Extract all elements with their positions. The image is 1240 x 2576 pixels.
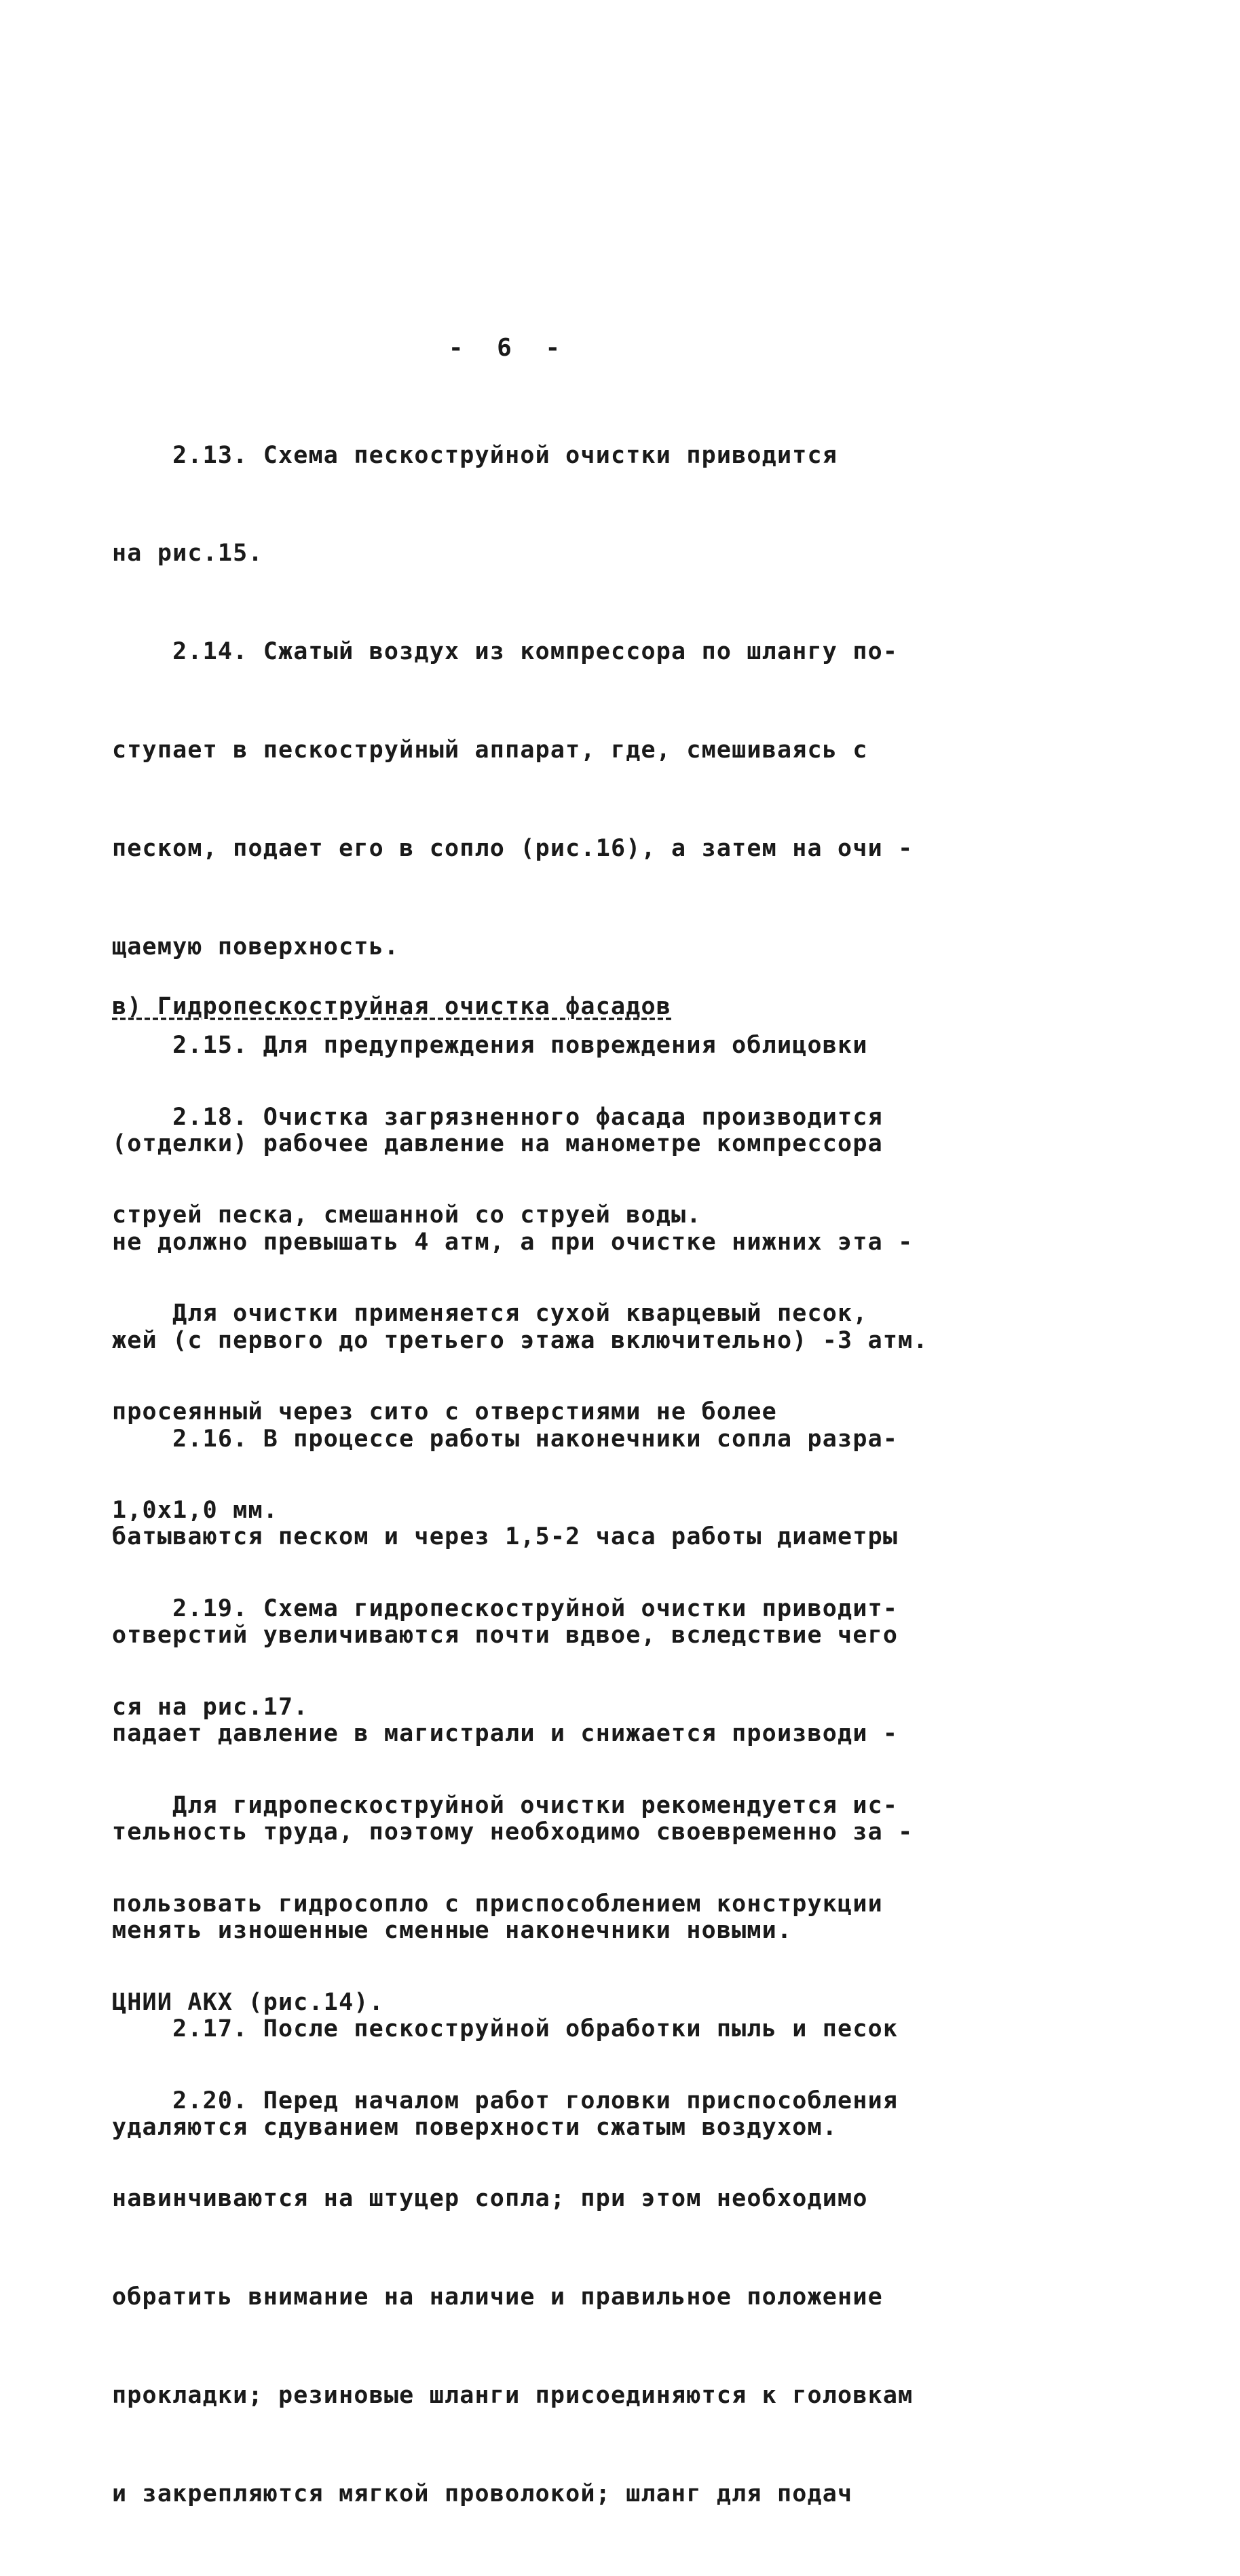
text-line: ступает в пескоструйный аппарат, где, смешиваясь с (112, 736, 868, 764)
text-line: 2.14. Сжатый воздух из компрессора по шлангу по- (112, 638, 899, 666)
text-line: (отделки) рабочее давление на манометре компрессора (112, 1130, 883, 1157)
text-line: пользовать гидросопло с приспособлением конструкции (112, 1890, 883, 1918)
text-line: 1,0х1,0 мм. (112, 1497, 278, 1525)
text-line: просеянный через сито с отверстиями не более (112, 1398, 777, 1426)
text-line: отверстий увеличиваются почти вдвое, вследствие чего (112, 1622, 899, 1649)
page-number: - 6 - (448, 334, 570, 362)
text-line: 2.13. Схема пескоструйной очистки приводится (112, 441, 838, 469)
text-line: и закрепляются мягкой проволокой; шланг для подач (112, 2480, 853, 2508)
text-line: 2.18. Очистка загрязненного фасада производится (112, 1103, 883, 1131)
text-line: ЦНИИ АКХ (рис.14). (112, 1988, 384, 2016)
text-line: жей (с первого до третьего этажа включительно) -3 атм. (112, 1326, 928, 1354)
text-line: песком, подает его в сопло (рис.16), а затем на очи - (112, 835, 914, 863)
text-line: 2.15. Для предупреждения повреждения облицовки (112, 1031, 868, 1059)
text-line: на рис.15. (112, 540, 263, 567)
text-block-lower (112, 1035, 1116, 2576)
text-line: батываются песком и через 1,5-2 часа работы диаметры (112, 1523, 899, 1551)
text-line: 2.17. После пескоструйной обработки пыль и песок (112, 2015, 899, 2042)
text-line: падает давление в магистрали и снижается производи - (112, 1720, 899, 1748)
text-line: ся на рис.17. (112, 1693, 309, 1721)
text-line: Для гидропескоструйной очистки рекомендуется ис- (112, 1791, 899, 1819)
text-line: струей песка, смешанной со струей воды. (112, 1201, 702, 1229)
text-line: навинчиваются на штуцер сопла; при этом необходимо (112, 2185, 868, 2213)
text-line: 2.19. Схема гидропескоструйной очистки приводит- (112, 1595, 899, 1623)
text-line: 2.16. В процессе работы наконечники сопла разра- (112, 1425, 899, 1453)
text-line: удаляются сдуванием поверхности сжатым воздухом. (112, 2113, 838, 2141)
text-line: обратить внимание на наличие и правильное положение (112, 2283, 883, 2311)
section-heading: в) Гидропескоструйная очистка фасадов (112, 993, 672, 1020)
text-line: Для очистки применяется сухой кварцевый песок, (112, 1300, 868, 1328)
text-line: тельность труда, поэтому необходимо своевременно за - (112, 1818, 914, 1846)
text-line: щаемую поверхность. (112, 933, 400, 961)
text-line: прокладки; резиновые шланги присоединяются к головкам (112, 2382, 914, 2410)
text-line: менять изношенные сменные наконечники новыми. (112, 1916, 793, 1944)
text-line: 2.20. Перед началом работ головки приспособления (112, 2087, 899, 2114)
text-line: не должно превышать 4 атм, а при очистке нижних эта - (112, 1228, 914, 1256)
